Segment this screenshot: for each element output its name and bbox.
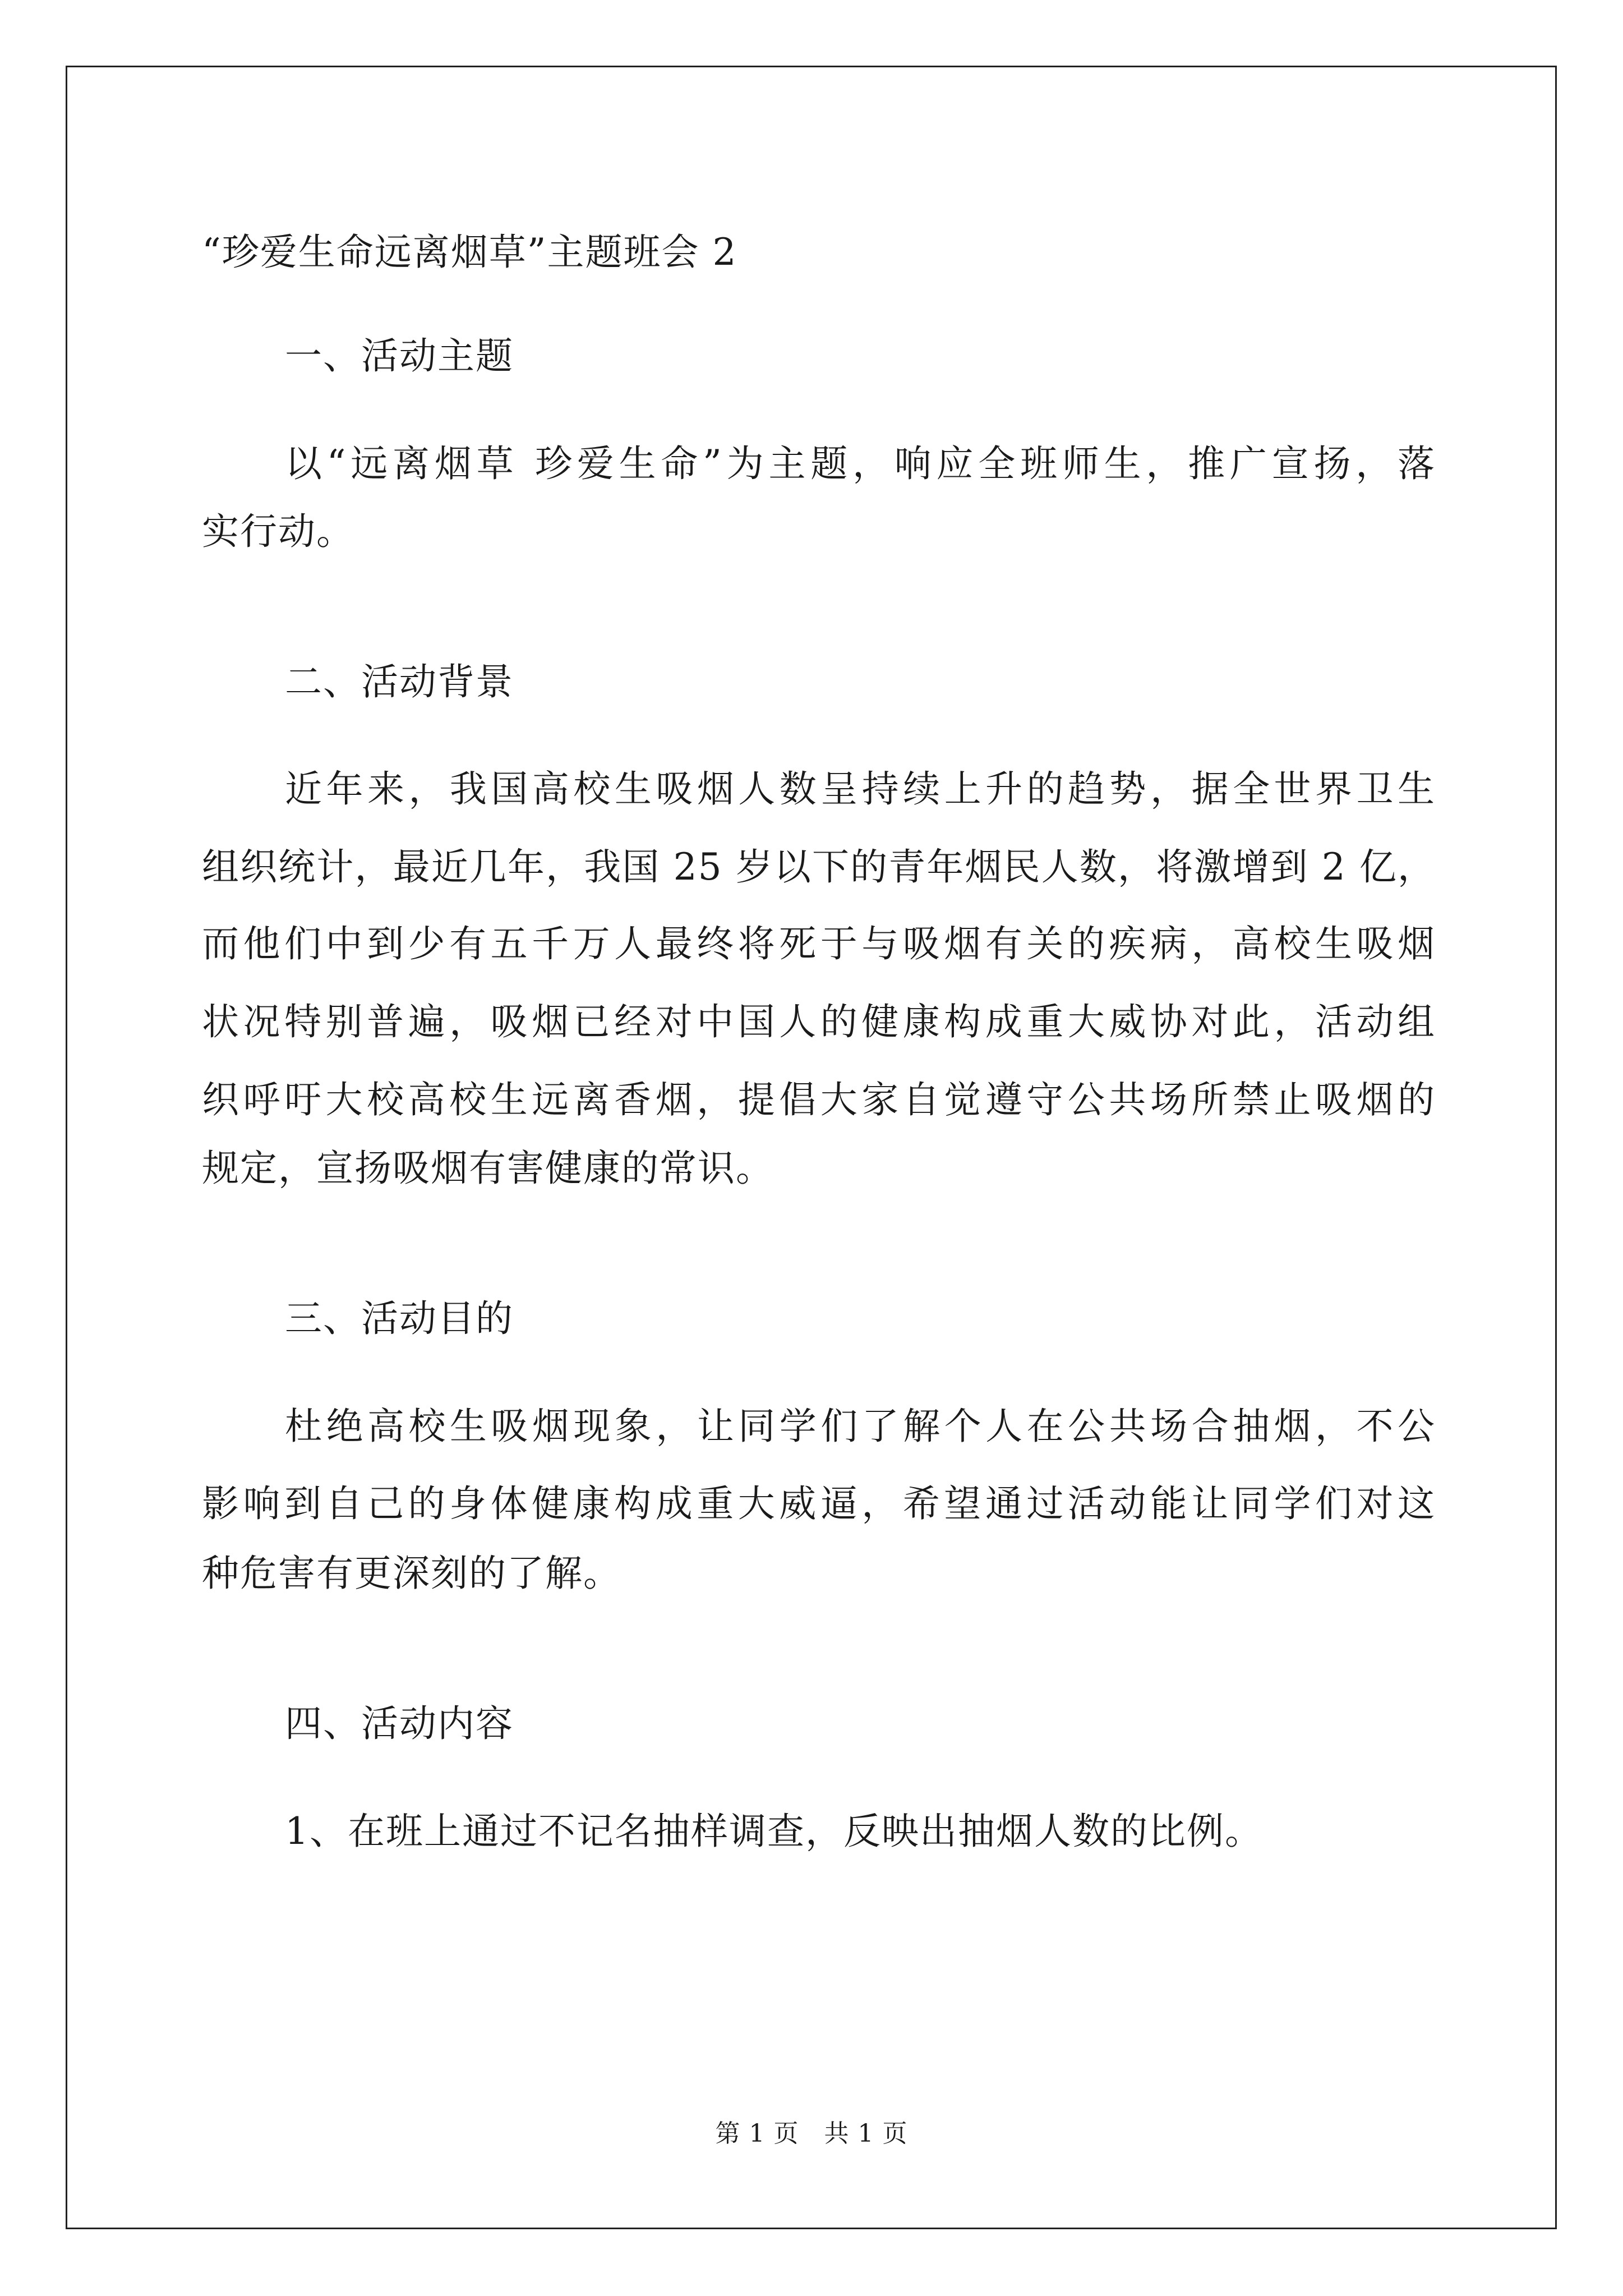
paragraph-line: 近年来，我国高校生吸烟人数呈持续上升的趋势，据全世界卫生 xyxy=(285,767,1436,811)
paragraph-line: 组织统计，最近几年，我国 25 岁以下的青年烟民人数，将激增到 2 亿， xyxy=(202,845,1436,889)
section-heading-3: 三、活动目的 xyxy=(285,1297,514,1340)
document-title: “珍爱生命远离烟草”主题班会 2 xyxy=(202,231,737,274)
paragraph-line: 而他们中到少有五千万人最终将死于与吸烟有关的疾病，高校生吸烟 xyxy=(202,922,1436,965)
paragraph-line: 织呼吁大校高校生远离香烟，提倡大家自觉遵守公共场所禁止吸烟的 xyxy=(202,1078,1436,1121)
section-heading-2: 二、活动背景 xyxy=(285,660,514,703)
section-heading-1: 一、活动主题 xyxy=(285,334,514,378)
paragraph-line: 影响到自己的身体健康构成重大威逼，希望通过活动能让同学们对这 xyxy=(202,1482,1436,1525)
page-footer: 第 1 页 共 1 页 xyxy=(715,2119,908,2148)
paragraph-line: 以“远离烟草 珍爱生命”为主题，响应全班师生，推广宣扬，落 xyxy=(285,442,1436,485)
paragraph-line: 规定，宣扬吸烟有害健康的常识。 xyxy=(202,1147,774,1190)
paragraph-line: 实行动。 xyxy=(202,510,354,553)
paragraph-line: 杜绝高校生吸烟现象，让同学们了解个人在公共场合抽烟，不公 xyxy=(285,1405,1436,1448)
section-heading-4: 四、活动内容 xyxy=(285,1702,514,1745)
paragraph-line: 1、在班上通过不记名抽样调查，反映出抽烟人数的比例。 xyxy=(285,1810,1263,1853)
paragraph-line: 种危害有更深刻的了解。 xyxy=(202,1552,621,1595)
paragraph-line: 状况特别普遍，吸烟已经对中国人的健康构成重大威协对此，活动组 xyxy=(202,1000,1436,1043)
